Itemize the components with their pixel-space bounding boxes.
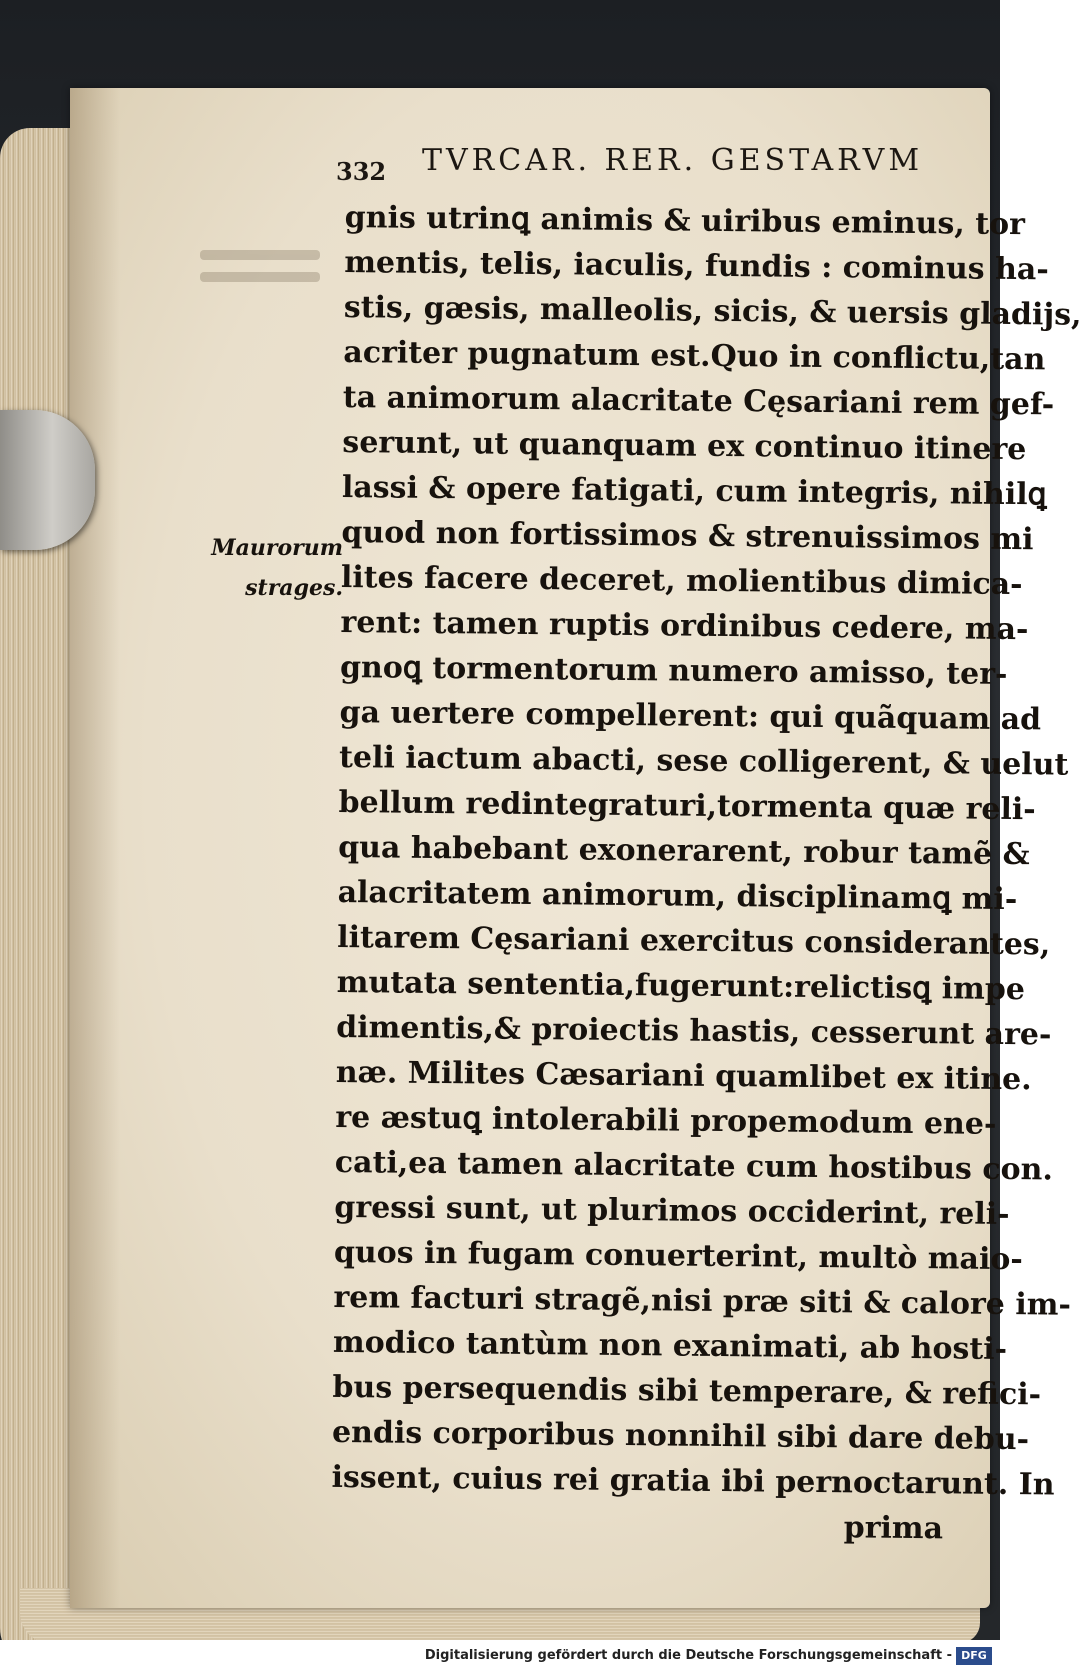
body-text (331, 195, 1082, 1551)
marginal-note-line: Maurorum (211, 535, 343, 561)
text-line: endis corporibus nonnihil sibi dare debu- (331, 1414, 1030, 1458)
text-line: dimentis,& proiectis hastis, cesserunt are- (336, 1009, 1052, 1053)
text-line: rent: tamen ruptis ordinibus cedere, ma- (340, 604, 1029, 648)
text-line: mutata sententia,fugerunt:relictisꝗ impe (336, 964, 1026, 1008)
text-line: quos in fugam conuerterint, multò maio- (333, 1234, 1023, 1278)
page-number: 332 (336, 157, 387, 186)
text-line: alacritatem animorum, disciplinamꝗ mi- (337, 874, 1018, 918)
text-line: re æstuꝗ intolerabili propemodum ene- (335, 1099, 997, 1142)
text-line: rem facturi stragẽ,nisi præ siti & calore im- (333, 1279, 1072, 1323)
footer-bar (0, 1640, 1000, 1672)
text-line: modico tantùm non exanimati, ab hosti- (332, 1324, 1008, 1367)
text-line: lites facere deceret, molientibus dimica- (340, 559, 1023, 603)
text-line: mentis, telis, iaculis, fundis : cominus ha- (344, 244, 1049, 288)
text-line: næ. Milites Cæsariani quamlibet ex itine. (335, 1054, 1032, 1098)
text-line: bus persequendis sibi temperare, & refici- (332, 1369, 1042, 1413)
text-line: ta animorum alacritate Cęsariani rem gef- (342, 379, 1055, 423)
text-line: qua habebant exonerarent, robur tamẽ & (337, 829, 1030, 873)
text-line: serunt, ut quanquam ex continuo itinere (342, 424, 1027, 468)
text-line: gressi sunt, ut plurimos occiderint, reli- (334, 1189, 1010, 1233)
text-line: ga uertere compellerent: qui quãquam ad (339, 694, 1042, 738)
marginal-note-line: strages. (245, 575, 343, 601)
gutter-shadow (70, 88, 120, 1608)
text-line: gnoꝗ tormentorum numero amisso, ter- (339, 649, 1008, 692)
text-line: lassi & opere fatigati, cum integris, nihilꝗ (341, 469, 1047, 513)
text-line: bellum redintegraturi,tormenta quæ reli- (338, 784, 1036, 828)
running-title: TVRCAR. RER. GESTARVM (422, 143, 924, 178)
text-line: cati,ea tamen alacritate cum hostibus con. (334, 1144, 1054, 1188)
text-line: stis, gæsis, malleolis, sicis, & uersis gladijs, (343, 289, 1082, 333)
funding-credit: Digitalisierung gefördert durch die Deutsche Forschungsgemeinschaft - (424, 1648, 952, 1663)
text-line: teli iactum abacti, sese colligerent, & uelut (338, 739, 1069, 783)
text-line: quod non fortissimos & strenuissimos mi (341, 514, 1034, 558)
text-line: litarem Cęsariani exercitus considerantes, (337, 919, 1051, 963)
catchword: prima (843, 1510, 944, 1547)
marginal-note (205, 528, 343, 608)
text-line: gnis utrinꝗ animis & uiribus eminus, tor (344, 199, 1026, 243)
page-header (0, 143, 1000, 186)
text-line: acriter pugnatum est.Quo in conflictu,tan (343, 334, 1046, 378)
dfg-logo: DFG (956, 1647, 992, 1665)
faded-marginal-note (200, 238, 320, 308)
text-line: issent, cuius rei gratia ibi pernoctarunt. In (331, 1459, 1055, 1503)
